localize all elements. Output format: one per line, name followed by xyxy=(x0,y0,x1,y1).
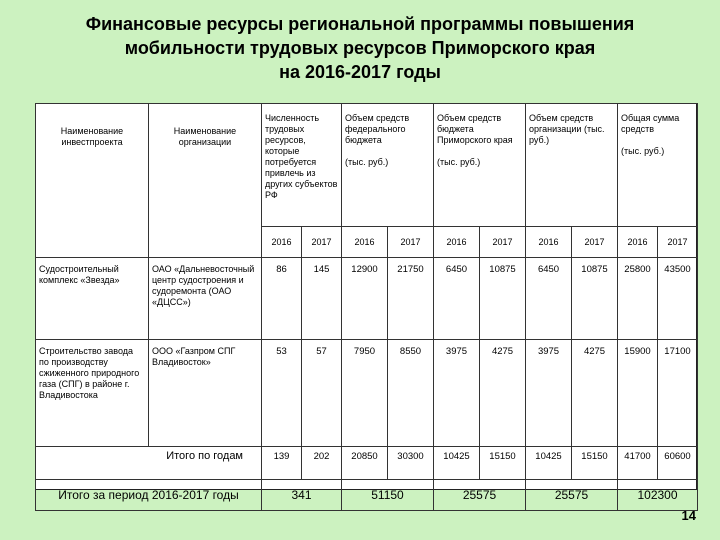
slide-title xyxy=(40,12,680,84)
value-cell: 57 xyxy=(302,340,342,447)
period-total-cell: 51150 xyxy=(342,480,434,511)
total-cell: 202 xyxy=(302,447,342,480)
value-cell: 17100 xyxy=(658,340,698,447)
table-row xyxy=(36,340,698,447)
value-cell: 10875 xyxy=(572,258,618,340)
total-cell: 10425 xyxy=(526,447,572,480)
value-cell: 15900 xyxy=(618,340,658,447)
value-cell: 6450 xyxy=(434,258,480,340)
header-headcount: Численность трудовых ресурсов, которые потребуется привлечь из других субъектов РФ xyxy=(262,104,342,227)
total-cell: 139 xyxy=(262,447,302,480)
header-project: Наименование инвестпроекта xyxy=(36,104,149,258)
header-organization: Наименование организации xyxy=(149,104,262,258)
value-cell: 145 xyxy=(302,258,342,340)
header-federal xyxy=(342,104,434,227)
header-regional xyxy=(434,104,526,227)
year-cell: 2016 xyxy=(618,227,658,258)
value-cell: 25800 xyxy=(618,258,658,340)
totals-by-year-label: Итого по годам xyxy=(36,447,262,480)
value-cell: 8550 xyxy=(388,340,434,447)
total-cell: 30300 xyxy=(388,447,434,480)
value-cell: 86 xyxy=(262,258,302,340)
header-total-unit: (тыс. руб.) xyxy=(621,146,665,156)
year-cell: 2017 xyxy=(388,227,434,258)
project-name: Судостроительный комплекс «Звезда» xyxy=(36,258,149,340)
title-line-1: Финансовые ресурсы региональной программы повышения xyxy=(85,14,635,34)
year-cell: 2017 xyxy=(480,227,526,258)
year-cell: 2016 xyxy=(526,227,572,258)
total-cell: 10425 xyxy=(434,447,480,480)
year-cell: 2017 xyxy=(572,227,618,258)
total-cell: 20850 xyxy=(342,447,388,480)
value-cell: 3975 xyxy=(526,340,572,447)
period-total-cell: 341 xyxy=(262,480,342,511)
title-line-3: на 2016-2017 годы xyxy=(279,62,441,82)
value-cell: 43500 xyxy=(658,258,698,340)
table-row xyxy=(36,258,698,340)
year-cell: 2016 xyxy=(262,227,302,258)
total-cell: 60600 xyxy=(658,447,698,480)
total-cell: 41700 xyxy=(618,447,658,480)
period-total-cell: 25575 xyxy=(434,480,526,511)
project-name: Строительство завода по производству сжиженного природного газа (СПГ) в районе г. Владивостока xyxy=(36,340,149,447)
value-cell: 3975 xyxy=(434,340,480,447)
financial-resources-table xyxy=(35,103,698,511)
year-cell: 2017 xyxy=(302,227,342,258)
year-cell: 2016 xyxy=(342,227,388,258)
title-line-2: мобильности трудовых ресурсов Приморского края xyxy=(124,38,596,58)
header-regional-text: Объем средств бюджета Приморского края xyxy=(437,113,513,145)
value-cell: 10875 xyxy=(480,258,526,340)
page-number: 14 xyxy=(681,508,696,523)
totals-period-label: Итого за период 2016-2017 годы xyxy=(36,480,262,511)
value-cell: 6450 xyxy=(526,258,572,340)
header-federal-unit: (тыс. руб.) xyxy=(345,157,389,167)
header-org-funds: Объем средств организации (тыс. руб.) xyxy=(526,104,618,227)
header-total xyxy=(618,104,698,227)
value-cell: 4275 xyxy=(572,340,618,447)
header-total-text: Общая сумма средств xyxy=(621,113,680,134)
totals-period-row xyxy=(36,480,698,511)
year-cell: 2016 xyxy=(434,227,480,258)
total-cell: 15150 xyxy=(480,447,526,480)
organization-name: ОАО «Дальневосточный центр судостроения и судоремонта (ОАО «ДЦСС») xyxy=(149,258,262,340)
header-federal-text: Объем средств федерального бюджета xyxy=(345,113,410,145)
year-cell: 2017 xyxy=(658,227,698,258)
value-cell: 12900 xyxy=(342,258,388,340)
period-total-cell: 102300 xyxy=(618,480,698,511)
header-row xyxy=(36,104,698,227)
value-cell: 53 xyxy=(262,340,302,447)
value-cell: 7950 xyxy=(342,340,388,447)
period-total-cell: 25575 xyxy=(526,480,618,511)
value-cell: 4275 xyxy=(480,340,526,447)
organization-name: ООО «Газпром СПГ Владивосток» xyxy=(149,340,262,447)
header-regional-unit: (тыс. руб.) xyxy=(437,157,481,167)
total-cell: 15150 xyxy=(572,447,618,480)
totals-by-year-row xyxy=(36,447,698,480)
value-cell: 21750 xyxy=(388,258,434,340)
